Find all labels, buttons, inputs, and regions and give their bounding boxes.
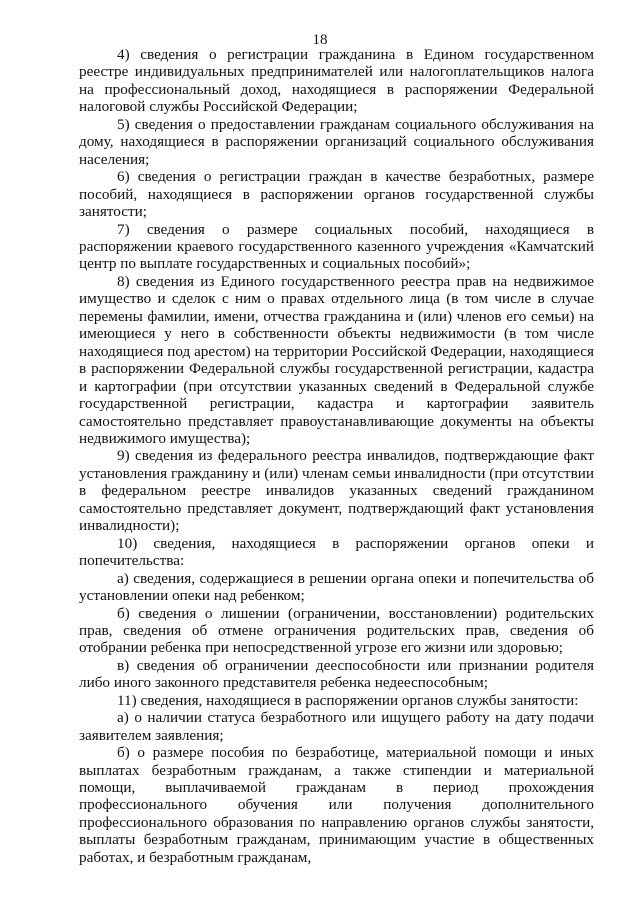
paragraph-item-9: 9) сведения из федерального реестра инвалидов, подтверждающие факт установления гражданину и (или) членам семьи инвалидности (при отсутствии в федеральном реестре инвалидов указанных сведений гражданином самостоятельно представляет документ, подтверждающий факт установления инвалидности); [79,447,594,535]
paragraph-item-10: 10) сведения, находящиеся в распоряжении органов опеки и попечительства: [79,534,594,570]
paragraph-item-7: 7) сведения о размере социальных пособий, находящиеся в распоряжении краевого государственного казенного учреждения «Камчатский центр по выплате государственных и социальных пособий»; [79,220,594,273]
paragraph-item-11b: б) о размере пособия по безработице, материальной помощи и иных выплатах безработным гражданам, а также стипендии и материальной помощи, выплачиваемой гражданам в период прохождения профессионального обучения или получения дополнительного профессионального образования по направлению органов службы занятости, выплаты безработным гражданам, принимающим участие в общественных работах, и безработным гражданам, [79,744,594,866]
paragraph-item-10v: в) сведения об ограничении дееспособности или признании родителя либо иного законного представителя ребенка недееспособным; [79,656,594,692]
paragraph-item-8: 8) сведения из Единого государственного реестра прав на недвижимое имущество и сделок с ним о правах отдельного лица (в том числе в случае перемены фамилии, имени, отчества гражданина и (или) членов его семьи) на имеющиеся у него в собственности объекты недвижимости (в том числе находящиеся под арестом) на территории Российской Федерации, находящиеся в распоряжении Федеральной службы государственной регистрации, кадастра и картографии (при отсутствии указанных сведений в Федеральной службе государственной регистрации, кадастра и картографии заявитель самостоятельно представляет правоустанавливающие документы на объекты недвижимого имущества); [79,272,594,447]
document-body [79,46,594,866]
paragraph-item-11: 11) сведения, находящиеся в распоряжении органов службы занятости: [117,691,579,709]
paragraph-item-10b: б) сведения о лишении (ограничении, восстановлении) родительских прав, сведения об отмене ограничения родительских прав, сведения об отобрании ребенка при непосредственной угрозе его жизни или здоровью; [79,604,594,657]
page-number: 18 [312,32,328,48]
paragraph-item-5: 5) сведения о предоставлении гражданам социального обслуживания на дому, находящиеся в распоряжении организаций социального обслуживания населения; [79,115,594,168]
paragraph-item-11a: а) о наличии статуса безработного или ищущего работу на дату подачи заявителем заявления; [79,709,594,744]
paragraph-item-10a: а) сведения, содержащиеся в решении органа опеки и попечительства об установлении опеки над ребенком; [79,569,594,605]
paragraph-item-6: 6) сведения о регистрации граждан в качестве безработных, размере пособий, находящиеся в распоряжении органов государственной службы занятости; [79,168,594,221]
paragraph-item-4: 4) сведения о регистрации гражданина в Едином государственном реестре индивидуальных предпринимателей или налогоплательщиков налога на профессиональный доход, находящиеся в распоряжении Федеральной налоговой службы Российской Федерации; [79,46,594,116]
